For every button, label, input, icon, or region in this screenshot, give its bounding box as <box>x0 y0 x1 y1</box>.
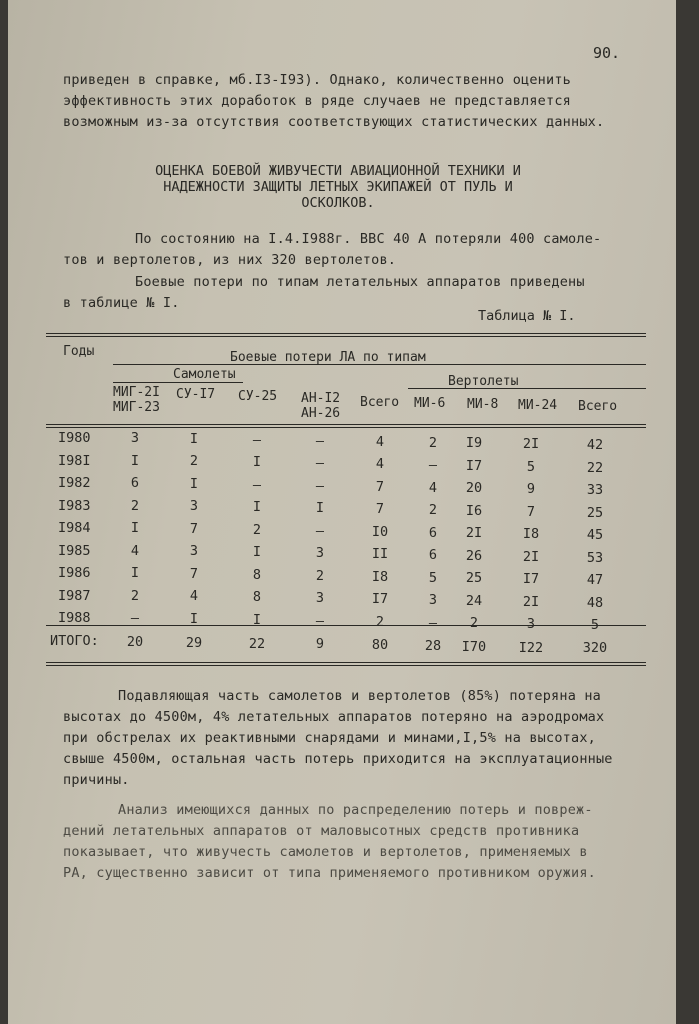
header-rule <box>113 364 646 365</box>
table-cell: I7 <box>522 571 540 588</box>
table-cell: I6 <box>465 502 483 519</box>
table-cell: I <box>130 520 140 536</box>
text-line: эффективность этих доработок в ряде случаев не представляется <box>63 93 571 109</box>
table-cell: 4 <box>189 588 199 605</box>
table-cell: 4 <box>375 433 385 450</box>
table-cell: 25 <box>586 504 604 521</box>
table-cell: I <box>130 452 140 469</box>
table-cell: 48 <box>586 594 604 611</box>
table-cell: I <box>252 611 262 628</box>
table-cell: I0 <box>371 523 389 540</box>
total-cell: 9 <box>315 636 325 653</box>
col-an <box>301 391 340 421</box>
total-cell: 320 <box>582 640 608 657</box>
table-cell: 2 <box>252 521 262 538</box>
table-cell: II <box>371 546 389 563</box>
year-cell: I988 <box>58 610 91 626</box>
table-cell: 3 <box>315 590 325 607</box>
table-cell: – <box>130 610 140 626</box>
section-heading <box>68 163 608 211</box>
table-cell: 3 <box>315 545 325 562</box>
table-caption: Таблица № I. <box>478 308 576 324</box>
text-line: РА, существенно зависит от типа применяемого противником оружия. <box>63 865 596 881</box>
planes-header: Самолеты <box>173 367 236 382</box>
col-su17: СУ-I7 <box>176 387 216 402</box>
text-line: в таблице № I. <box>63 295 180 311</box>
table-cell: 7 <box>526 503 536 520</box>
table-cell: I <box>189 610 199 627</box>
text-line: при обстрелах их реактивными снарядами и минами,I,5% на высотах, <box>63 730 596 746</box>
table-cell: – <box>315 477 325 494</box>
table-cell: 26 <box>465 547 483 564</box>
table-cell: – <box>315 455 325 472</box>
col-mi6: МИ-6 <box>414 396 446 411</box>
table-cell: 5 <box>428 569 438 586</box>
col-mi24: МИ-24 <box>518 398 558 413</box>
table-cell: 4 <box>428 479 438 496</box>
table-cell: 45 <box>586 527 604 544</box>
col-su25: СУ-25 <box>238 389 278 404</box>
table-cell: 5 <box>590 617 600 634</box>
table-cell: 24 <box>465 592 483 609</box>
table-cell: 2I <box>522 548 540 565</box>
total-cell: 29 <box>185 634 203 651</box>
table-cell: I <box>130 565 140 581</box>
table-cell: – <box>428 457 438 473</box>
text-line: тов и вертолетов, из них 320 вертолетов. <box>63 252 397 268</box>
text-line: высотах до 4500м, 4% летательных аппаратов потеряно на аэродромах <box>63 709 605 725</box>
table-cell: 2 <box>130 497 140 514</box>
text-line: Боевые потери по типам летательных аппаратов приведены <box>135 274 585 290</box>
text-line: Подавляющая часть самолетов и вертолетов (85%) потеряна на <box>118 688 602 704</box>
year-cell: I982 <box>58 475 91 491</box>
table-cell: 2 <box>315 567 325 584</box>
table-cell: 3 <box>526 616 536 633</box>
table-cell: 3 <box>130 430 140 446</box>
total-cell: 28 <box>424 638 442 654</box>
table-cell: 2I <box>522 593 540 610</box>
table-cell: I8 <box>371 568 389 585</box>
paragraph-analysis <box>63 800 596 884</box>
paragraph-losses <box>63 229 601 271</box>
text-line: По состоянию на I.4.I988г. ВВС 40 А потеряли 400 самоле- <box>135 231 602 247</box>
page-number: 90. <box>593 44 621 62</box>
table-cell: 6 <box>130 475 140 491</box>
col-label: АН-26 <box>301 406 341 421</box>
table-cell: 22 <box>586 459 604 476</box>
year-cell: I987 <box>58 587 91 604</box>
col-mi8: МИ-8 <box>467 397 499 412</box>
table-cell: – <box>428 614 438 631</box>
table-cell: 7 <box>375 501 385 518</box>
table-cell: 4 <box>375 456 385 473</box>
table-cell: I <box>252 499 262 516</box>
table-cell: I9 <box>465 435 483 452</box>
table-cell: 42 <box>586 437 604 454</box>
year-cell: I983 <box>58 497 91 514</box>
total-cell: 80 <box>371 637 389 654</box>
text-line: причины. <box>63 772 130 788</box>
table-cell: 3 <box>189 498 199 515</box>
table-cell: I8 <box>522 526 540 543</box>
table-cell: I <box>252 544 262 561</box>
total-cell: 22 <box>248 635 266 652</box>
table-cell: 3 <box>428 592 438 608</box>
total-label: ИТОГО: <box>50 633 99 649</box>
col-helis-total: Всего <box>578 399 618 414</box>
text-line: приведен в справке, мб.I3-I93). Однако, количественно оценить <box>63 72 571 88</box>
heading-line: ОСКОЛКОВ. <box>301 195 375 211</box>
header-bottom-rule <box>46 424 646 428</box>
year-cell: I984 <box>58 520 91 536</box>
table-cell: 6 <box>428 524 438 541</box>
table-cell: I <box>315 500 325 517</box>
text-line: свыше 4500м, остальная часть потерь приходится на эксплуатационные <box>63 751 613 767</box>
table-cell: 2 <box>428 502 438 518</box>
table-cell: I <box>189 430 199 447</box>
table-cell: 20 <box>465 480 483 497</box>
losses-header: Боевые потери ЛА по типам <box>230 350 426 365</box>
heading-line: ОЦЕНКА БОЕВОЙ ЖИВУЧЕСТИ АВИАЦИОННОЙ ТЕХНИКИ И <box>155 163 521 179</box>
text-line: показывает, что живучесть самолетов и вертолетов, применяемых в <box>63 844 588 860</box>
col-label: МИГ-2I <box>113 385 160 400</box>
table-cell: 2 <box>469 615 479 632</box>
year-cell: I980 <box>58 430 91 446</box>
table-cell: I7 <box>371 591 389 608</box>
table-cell: 8 <box>252 566 262 583</box>
year-cell: I98I <box>58 452 91 469</box>
table-cell: 7 <box>189 520 199 537</box>
intro-paragraph <box>63 70 604 133</box>
table-cell: 2I <box>465 525 483 542</box>
table-cell: I <box>252 454 262 471</box>
text-line: дений летательных аппаратов от маловысотных средств противника <box>63 823 580 839</box>
table-cell: 33 <box>586 482 604 499</box>
table-cell: 47 <box>586 572 604 589</box>
paragraph-altitude <box>63 686 613 791</box>
table-top-rule <box>46 333 646 337</box>
helicopters-rule <box>408 388 646 389</box>
table-cell: 6 <box>428 547 438 563</box>
helicopters-header: Вертолеты <box>448 374 519 389</box>
document-page <box>8 0 676 1024</box>
totals-rule <box>46 625 646 626</box>
year-cell: I986 <box>58 565 91 581</box>
col-mig <box>113 385 160 415</box>
table-cell: – <box>315 432 325 449</box>
table-cell: 25 <box>465 570 483 587</box>
table-cell: – <box>315 612 325 629</box>
table-bottom-rule <box>46 662 646 666</box>
total-cell: 20 <box>126 634 144 650</box>
table-cell: – <box>252 431 262 448</box>
table-cell: 5 <box>526 458 536 475</box>
total-cell: I70 <box>461 638 487 655</box>
table-cell: 53 <box>586 549 604 566</box>
table-cell: 4 <box>130 542 140 559</box>
table-cell: 2 <box>130 587 140 604</box>
table-cell: 9 <box>526 481 536 498</box>
table-cell: 2 <box>189 453 199 470</box>
total-cell: I22 <box>518 639 544 656</box>
col-planes-total: Всего <box>360 395 400 410</box>
table-cell: I <box>189 475 199 492</box>
table-cell: 2 <box>375 613 385 630</box>
table-cell: 7 <box>189 565 199 582</box>
col-label: АН-I2 <box>301 391 341 406</box>
text-line: возможным из-за отсутствия соответствующих статистических данных. <box>63 114 605 130</box>
year-cell: I985 <box>58 542 91 559</box>
text-line: Анализ имеющихся данных по распределению потерь и повреж- <box>118 802 593 818</box>
years-header: Годы <box>63 344 95 359</box>
table-cell: 8 <box>252 589 262 606</box>
table-cell: 7 <box>375 478 385 495</box>
table-cell: 2 <box>428 434 438 451</box>
table-cell: 3 <box>189 543 199 560</box>
col-label: МИГ-23 <box>113 400 160 415</box>
table-cell: 2I <box>522 436 540 453</box>
table-cell: – <box>315 522 325 539</box>
heading-line: НАДЕЖНОСТИ ЗАЩИТЫ ЛЕТНЫХ ЭКИПАЖЕЙ ОТ ПУЛЬ И <box>163 179 513 195</box>
planes-rule <box>113 382 243 383</box>
table-cell: I7 <box>465 457 483 474</box>
table-cell: – <box>252 476 262 493</box>
